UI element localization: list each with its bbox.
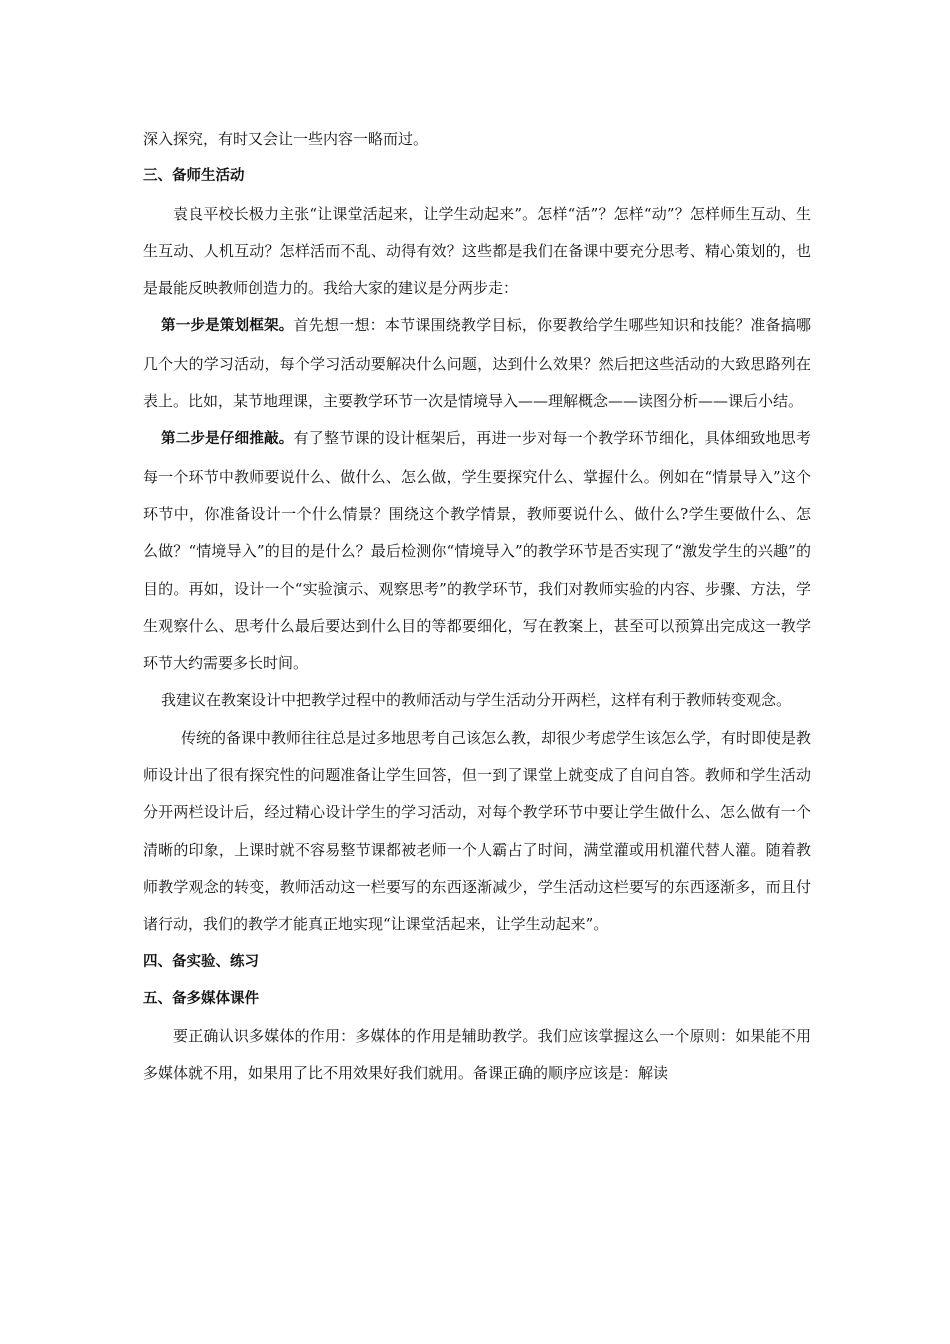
paragraph-continued: 深入探究，有时又会让一些内容一略而过。 xyxy=(143,130,429,148)
section-heading-5: 五、备多媒体课件 xyxy=(143,990,259,1007)
document-page xyxy=(143,121,811,1093)
paragraph-intro: 袁良平校长极力主张“让课堂活起来，让学生动起来”。怎样“活”？怎样“动”？怎样师生互动、生生互动、人机互动？怎样活而不乱、动得有效？这些都是我们在备课中要充分思考、精心策划的，也是最能反映教师创造力的。我给大家的建议是分两步走： xyxy=(143,204,811,298)
paragraph-step-2 xyxy=(143,420,811,682)
step-1-body: 首先想一想：本节课围绕教学目标，你要教给学生哪些知识和技能？准备搞哪几个大的学习活动，每个学习活动要解决什么问题，达到什么效果？然后把这些活动的大致思路列在表上。比如，某节地理课，主要教学环节一次是情境导入——理解概念——读图分析——课后小结。 xyxy=(143,316,812,411)
step-2-lead: 第二步是仔细推敲。 xyxy=(161,431,294,448)
step-2-body: 有了整节课的设计框架后，再进一步对每一个教学环节细化，具体细致地思考每一个环节中教师要说什么、做什么、怎么做，学生要探究什么、掌握什么。例如在“情景导入”这个环节中，你准备设计一个什么情景？围绕这个教学情景，教师要说什么、做什么?学生要做什么、怎么做？“情境导入”的目的是什么？最后检测你“情境导入”的教学环节是否实现了“激发学生的兴趣”的目的。再如，设计一个“实验演示、观察思考”的教学环节，我们对教师实验的内容、步骤、方法，学生观察什么、思考什么最后要达到什么目的等都要细化，写在教案上，甚至可以预算出完成这一教学环节大约需要多长时间。 xyxy=(143,429,812,673)
section-heading-3: 三、备师生活动 xyxy=(143,168,245,185)
paragraph-traditional: 传统的备课中教师往往总是过多地思考自己该怎么教，却很少考虑学生该怎么学，有时即使是教师设计出了很有探究性的问题准备让学生回答，但一到了课堂上就变成了自问自答。教师和学生活动分开两栏设计后，经过精心设计学生的学习活动，对每个教学环节中要让学生做什么、怎么做有一个清晰的印象，上课时就不容易整节课都被老师一个人霸占了时间，满堂灌或用机灌代替人灌。随着教师教学观念的转变，教师活动这一栏要写的东西逐渐减少，学生活动这栏要写的东西逐渐多，而且付诸行动，我们的教学才能真正地实现“让课堂活起来，让学生动起来”。 xyxy=(143,728,812,934)
paragraph-step-1 xyxy=(143,307,811,420)
step-1-lead: 第一步是策划框架。 xyxy=(161,318,294,335)
section-heading-4: 四、备实验、练习 xyxy=(143,953,259,970)
paragraph-multimedia: 要正确认识多媒体的作用：多媒体的作用是辅助教学。我们应该掌握这么一个原则：如果能不用多媒体就不用，如果用了比不用效果好我们就用。备课正确的顺序应该是：解读 xyxy=(143,1027,811,1083)
paragraph-suggestion: 我建议在教案设计中把教学过程中的教师活动与学生活动分开两栏，这样有利于教师转变观念。 xyxy=(161,691,792,710)
